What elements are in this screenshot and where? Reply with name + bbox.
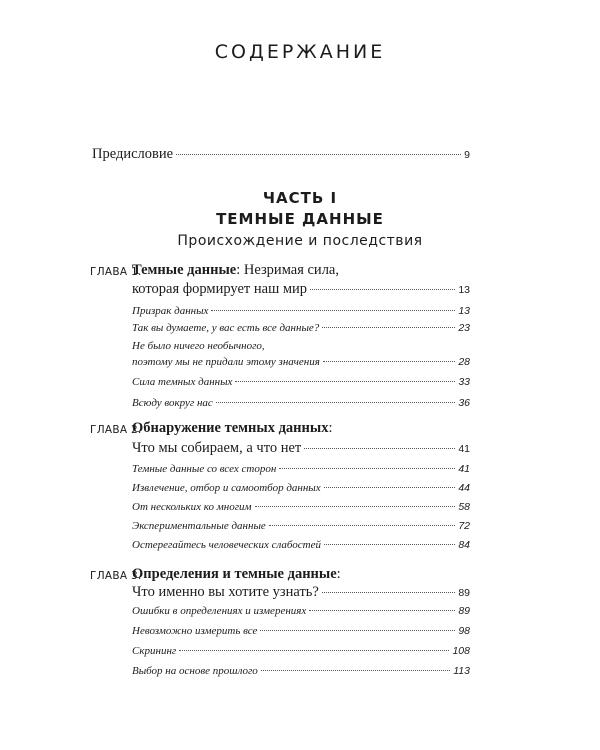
- section-title-line1: Не было ничего необычного,: [132, 340, 265, 352]
- dot-leader: [324, 544, 455, 545]
- toc-entry-chapter-1[interactable]: [132, 281, 470, 298]
- toc-entry-section[interactable]: [132, 645, 470, 657]
- toc-entry-section[interactable]: [132, 376, 470, 388]
- page-number: 23: [458, 322, 470, 334]
- chapter-title-line1[interactable]: [132, 566, 341, 583]
- chapter-label: ГЛАВА 3.: [90, 570, 142, 582]
- toc-entry-chapter-2[interactable]: [132, 440, 470, 457]
- chapter-label: ГЛАВА 2.: [90, 424, 142, 436]
- dot-leader: [279, 468, 455, 469]
- page-number: 44: [458, 482, 470, 494]
- toc-entry-section[interactable]: [132, 605, 470, 617]
- section-title: Экспериментальные данные: [132, 520, 266, 532]
- dot-leader: [269, 525, 456, 526]
- dot-leader: [176, 154, 461, 155]
- entry-title: Предисловие: [92, 146, 174, 162]
- page-number: 13: [458, 305, 470, 317]
- toc-entry-section[interactable]: [132, 482, 470, 494]
- toc-entry-section[interactable]: [132, 520, 470, 532]
- page-number: 9: [464, 149, 470, 161]
- chapter-title-rest: :: [328, 420, 333, 436]
- toc-entry-section[interactable]: [132, 305, 470, 317]
- section-title: Извлечение, отбор и самоотбор данных: [132, 482, 321, 494]
- dot-leader: [260, 630, 455, 631]
- chapter-title-line2: Что именно вы хотите узнать?: [132, 584, 319, 600]
- dot-leader: [255, 506, 456, 507]
- dot-leader: [261, 670, 450, 671]
- dot-leader: [322, 592, 455, 593]
- part-title: ТЕМНЫЕ ДАННЫЕ: [216, 210, 384, 228]
- dot-leader: [179, 650, 449, 651]
- chapter-label: ГЛАВА 1.: [90, 266, 142, 278]
- toc-entry-section[interactable]: [132, 397, 470, 409]
- section-title: Остерегайтесь человеческих слабостей: [132, 539, 321, 551]
- page-number: 33: [458, 376, 470, 388]
- chapter-title-line2: Что мы собираем, а что нет: [132, 440, 302, 456]
- dot-leader: [324, 487, 456, 488]
- dot-leader: [211, 310, 455, 311]
- toc-entry-chapter-3[interactable]: [132, 584, 470, 601]
- page-number: 41: [458, 463, 470, 475]
- section-title: От нескольких ко многим: [132, 501, 252, 513]
- dot-leader: [235, 381, 455, 382]
- toc-entry-section[interactable]: [132, 625, 470, 637]
- dot-leader: [323, 361, 455, 362]
- page-number: 89: [458, 587, 470, 599]
- section-title: Невозможно измерить все: [132, 625, 258, 637]
- section-title: Ошибки в определениях и измерениях: [132, 605, 307, 617]
- dot-leader: [304, 448, 455, 449]
- part-subtitle: Происхождение и последствия: [177, 233, 423, 249]
- chapter-title-line2: которая формирует наш мир: [132, 281, 308, 297]
- page-number: 28: [458, 356, 470, 368]
- page-number: 113: [453, 665, 470, 677]
- section-title: Призрак данных: [132, 305, 209, 317]
- chapter-title-line1[interactable]: [132, 262, 339, 279]
- page-title: СОДЕРЖАНИЕ: [214, 41, 386, 63]
- page-number: 84: [458, 539, 470, 551]
- chapter-title-bold: Темные данные: [132, 262, 237, 278]
- page-number: 13: [458, 284, 470, 296]
- toc-entry-section[interactable]: [132, 463, 470, 475]
- section-title: Темные данные со всех сторон: [132, 463, 277, 475]
- toc-entry-preface[interactable]: [92, 146, 470, 163]
- page-number: 72: [458, 520, 470, 532]
- section-title: Так вы думаете, у вас есть все данные?: [132, 322, 320, 334]
- toc-entry-section[interactable]: [132, 539, 470, 551]
- chapter-title-line1[interactable]: [132, 420, 332, 437]
- chapter-title-bold: Обнаружение темных данных: [132, 420, 329, 436]
- toc-entry-section[interactable]: [132, 665, 470, 677]
- dot-leader: [310, 289, 455, 290]
- dot-leader: [309, 610, 455, 611]
- toc-entry-section[interactable]: [132, 322, 470, 334]
- dot-leader: [322, 327, 455, 328]
- chapter-title-rest: : Незримая сила,: [236, 262, 339, 278]
- section-title: Скрининг: [132, 645, 177, 657]
- page-number: 41: [458, 443, 470, 455]
- section-title: Выбор на основе прошлого: [132, 665, 258, 677]
- toc-entry-section[interactable]: [132, 501, 470, 513]
- section-title: поэтому мы не придали этому значения: [132, 356, 320, 368]
- page-number: 108: [452, 645, 470, 657]
- page-number: 58: [458, 501, 470, 513]
- chapter-title-bold: Определения и темные данные: [132, 566, 337, 582]
- section-title: Сила темных данных: [132, 376, 233, 388]
- toc-entry-section[interactable]: [132, 356, 470, 368]
- page-number: 98: [458, 625, 470, 637]
- part-label: ЧАСТЬ I: [262, 189, 338, 207]
- page-number: 89: [458, 605, 470, 617]
- section-title: Всюду вокруг нас: [132, 397, 213, 409]
- page-number: 36: [458, 397, 470, 409]
- dot-leader: [216, 402, 456, 403]
- chapter-title-rest: :: [336, 566, 341, 582]
